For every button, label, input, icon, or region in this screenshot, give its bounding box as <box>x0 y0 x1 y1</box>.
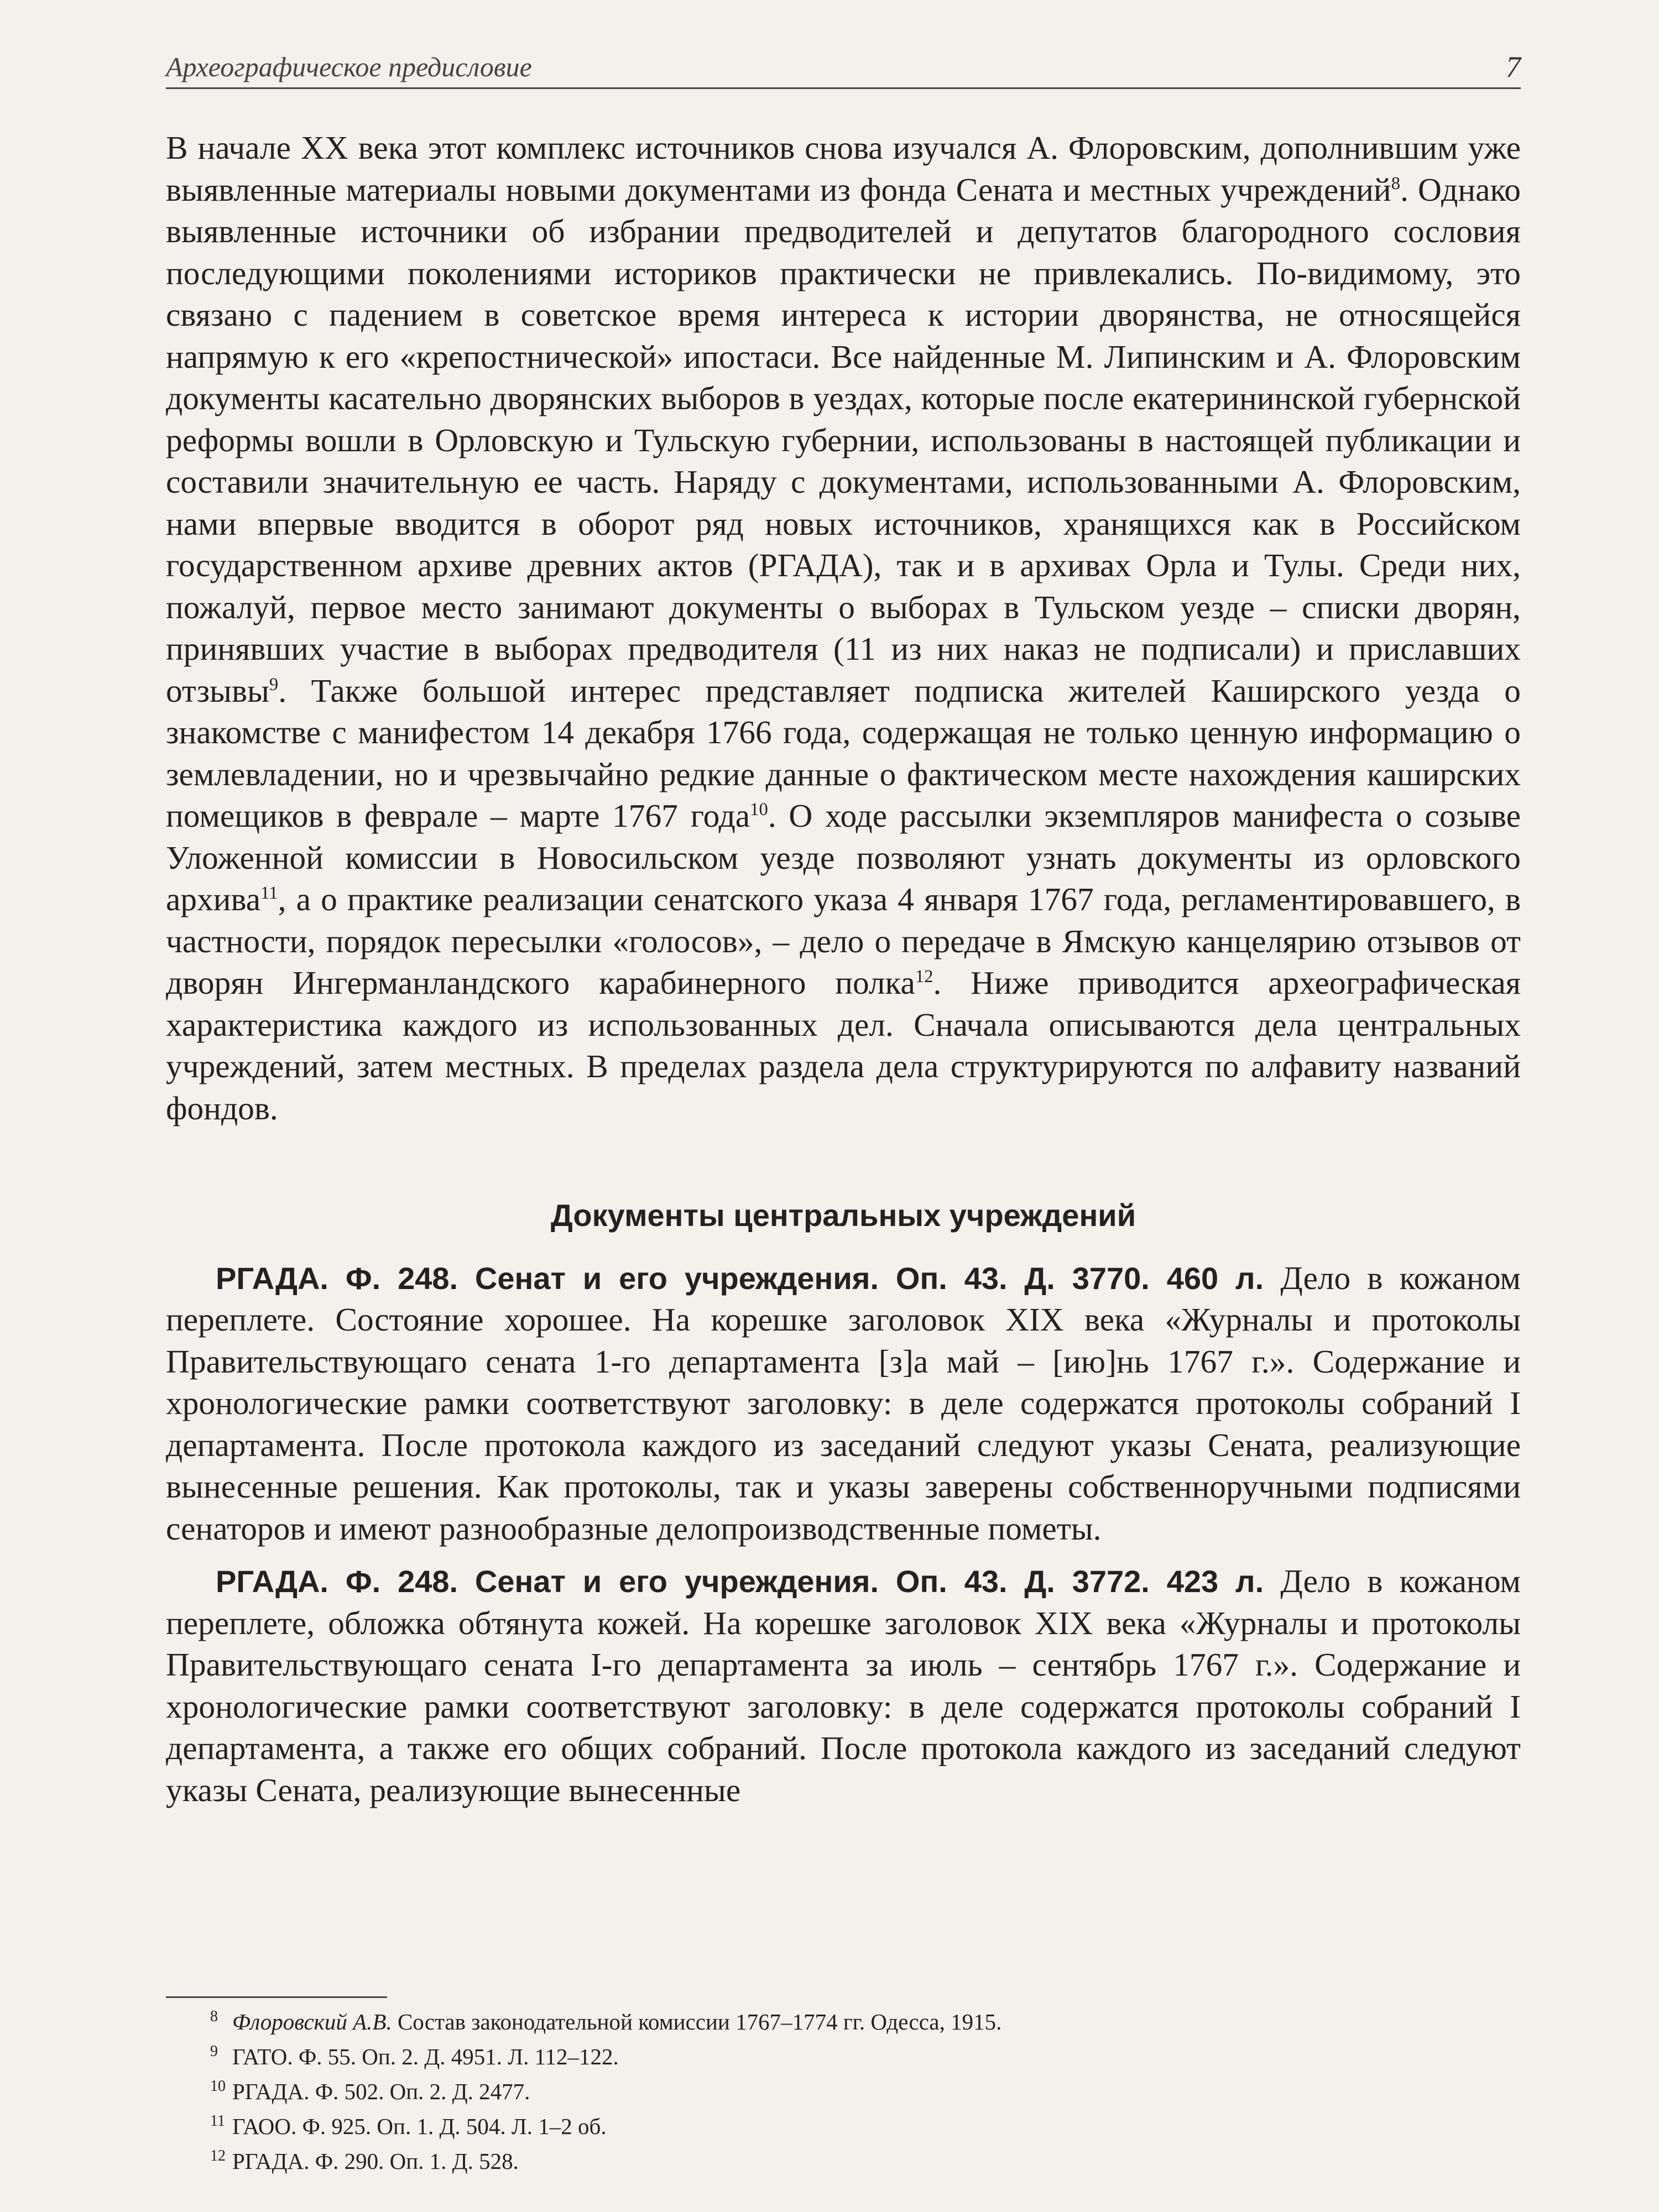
entry-description: Дело в кожаном переплете, обложка обтянута кожей. На корешке заголовок XIX века «Журналы и протоколы Правительствующаго сената I-го департамента за июль – сентябрь 1767 г.». Содержание и хронологические рамки соответствуют заголовку: в деле содержатся протоколы собраний I департамента, а также его общих собраний. После протокола каждого из заседаний следуют указы Сената, реализующие вынесенные <box>166 1563 1521 1808</box>
archive-entry <box>166 1258 1521 1550</box>
entry-heading: РГАДА. Ф. 248. Сенат и его учреждения. Оп. 43. Д. 3772. 423 л. <box>216 1564 1264 1599</box>
footnote-text: Состав законодательной комиссии 1767–1774 гг. Одесса, 1915. <box>392 2009 1002 2034</box>
entry-heading: РГАДА. Ф. 248. Сенат и его учреждения. Оп. 43. Д. 3770. 460 л. <box>216 1260 1264 1296</box>
footnote-author: Флоровский А.В. <box>232 2009 392 2034</box>
footnote-number: 8 <box>210 2008 218 2025</box>
footnote <box>166 2144 1521 2179</box>
intro-paragraph <box>166 127 1521 1129</box>
page-number: 7 <box>1506 50 1521 84</box>
intro-text: , а о практике реализации сенатского указа 4 января 1767 года, регламентировавшего, в частности, порядок пересылки «голосов», – дело о передаче в Ямскую канцелярию отзывов от дворян Ингерманландского карабинерного полка <box>166 881 1521 1001</box>
footnote-text: РГАДА. Ф. 290. Оп. 1. Д. 528. <box>232 2148 519 2174</box>
footnote-divider <box>166 1996 387 1998</box>
entry-description: Дело в кожаном переплете. Состояние хорошее. На корешке заголовок XIX века «Журналы и протоколы Правительствующаго сената 1-го департамента [з]а май – [ию]нь 1767 г.». Содержание и хронологические рамки соответствуют заголовку: в деле содержатся протоколы собраний I департамента. После протокола каждого из заседаний следуют указы Сената, реализующие вынесенные решения. Как протоколы, так и указы заверены собственноручными подписями сенаторов и имеют разнообразные делопроизводственные пометы. <box>166 1259 1521 1547</box>
footnote-number: 9 <box>210 2043 218 2060</box>
intro-text: . О ходе рассылки экземпляров манифеста о созыве Уложенной комиссии в Новосильском уезде позволяют узнать документы из орловского архива <box>166 797 1521 917</box>
footnote-ref: 10 <box>750 800 768 820</box>
main-text <box>166 127 1521 1811</box>
footnote <box>166 2039 1521 2074</box>
footnotes <box>166 2005 1521 2179</box>
footnote-number: 10 <box>210 2078 226 2095</box>
footnote-ref: 9 <box>269 674 279 695</box>
intro-text: . Однако выявленные источники об избрании предводителей и депутатов благородного сословия последующими поколениями историков практически не привлекались. По-видимому, это связано с падением в советское время интереса к истории дворянства, не относящейся напрямую к его «крепостнической» ипостаси. Все найденные М. Липинским и А. Флоровским документы касательно дворянских выборов в уездах, которые после екатерининской губернской реформы вошли в Орловскую и Тульскую губернии, использованы в настоящей публикации и составили значительную ее часть. Наряду с документами, использованными А. Флоровским, нами впервые вводится в оборот ряд новых источников, хранящихся как в Российском государственном архиве древних актов (РГАДА), так и в архивах Орла и Тулы. Среди них, пожалуй, первое место занимают документы о выборах в Тульском уезде – списки дворян, принявших участие в выборах предводителя (11 из них наказ не подписали) и приславших отзывы <box>166 171 1521 709</box>
footnote-ref: 8 <box>1391 173 1401 194</box>
footnote-text: РГАДА. Ф. 502. Оп. 2. Д. 2477. <box>232 2079 530 2104</box>
footnote <box>166 2005 1521 2039</box>
running-title: Археографическое предисловие <box>166 51 532 82</box>
footnote-text: ГАОО. Ф. 925. Оп. 1. Д. 504. Л. 1–2 об. <box>232 2114 607 2139</box>
footnote-text: ГАТО. Ф. 55. Оп. 2. Д. 4951. Л. 112–122. <box>232 2044 619 2069</box>
intro-text: В начале XX века этот комплекс источников снова изучался А. Флоровским, дополнившим уже выявленные материалы новыми документами из фонда Сената и местных учреждений <box>166 129 1521 208</box>
intro-text: . Ниже приводится археографическая характеристика каждого из использованных дел. Сначала описываются дела центральных учреждений, затем местных. В пределах раздела дела структурируются по алфавиту названий фондов. <box>166 964 1521 1126</box>
archive-entry <box>166 1561 1521 1811</box>
footnote-number: 12 <box>210 2147 226 2164</box>
intro-text: . Также большой интерес представляет подписка жителей Каширского уезда о знакомстве с манифестом 14 декабря 1766 года, содержащая не только ценную информацию о землевладении, но и чрезвычайно редкие данные о фактическом месте нахождения каширских помещиков в феврале – марте 1767 года <box>166 672 1521 834</box>
footnote-ref: 12 <box>915 967 933 987</box>
footnote <box>166 2109 1521 2144</box>
footnote-number: 11 <box>210 2112 225 2130</box>
section-heading: Документы центральных учреждений <box>550 1198 1136 1233</box>
footnote-ref: 11 <box>260 883 278 904</box>
footnote <box>166 2074 1521 2109</box>
running-header <box>166 43 1521 89</box>
